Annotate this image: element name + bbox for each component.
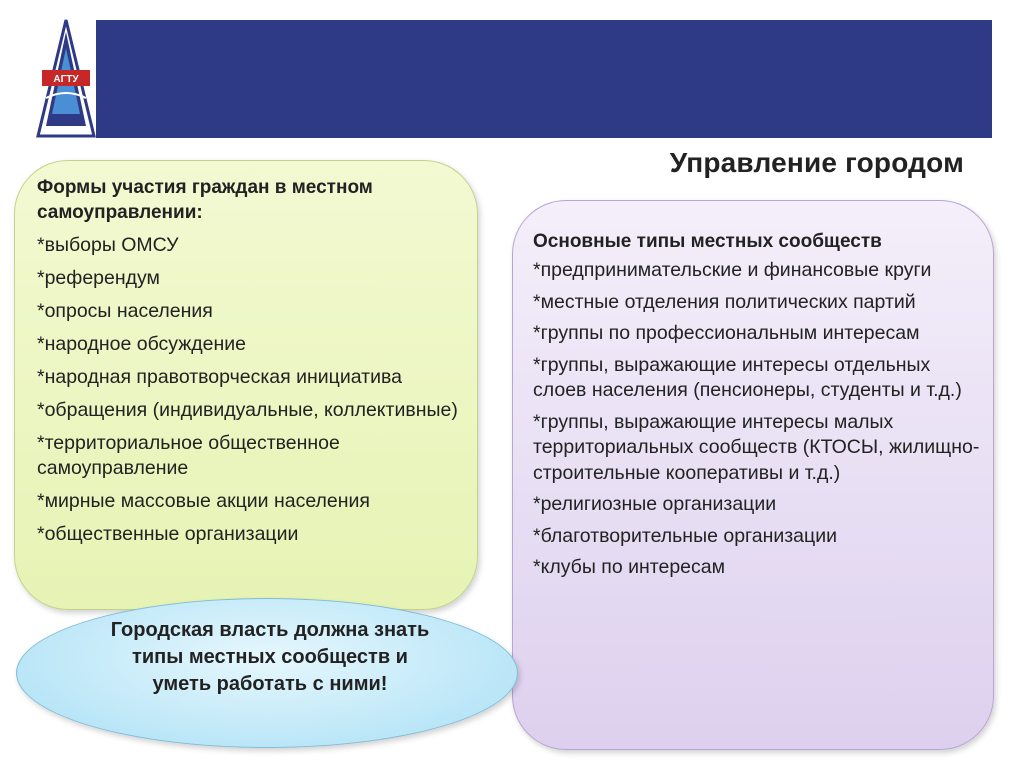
slide-title: Управление городом [669, 147, 964, 178]
list-item: *обращения (индивидуальные, коллективные) [37, 399, 458, 421]
list-item: *местные отделения политических партий [533, 290, 916, 313]
list-item: *клубы по интересам [533, 556, 726, 578]
citizen-participation-heading: Формы участия граждан в местном самоуправлении: [37, 177, 373, 223]
list-item: *религиозные организации [533, 493, 777, 515]
list-item: *предпринимательские и финансовые круги [533, 259, 932, 281]
list-item: *группы, выражающие интересы отдельных слоев населения (пенсионеры, студенты и т.д.) [533, 353, 962, 401]
list-item: *выборы ОМСУ [37, 234, 179, 256]
list-item: *благотворительные организации [533, 524, 837, 547]
list-item: *народная правотворческая инициатива [37, 366, 402, 388]
list-item: *опросы населения [37, 300, 213, 322]
logo [36, 18, 96, 138]
list-item: *территориальное общественное самоуправление [37, 432, 340, 479]
callout-text: Городская власть должна знать типы местных сообществ и уметь работать с ними! [110, 619, 430, 695]
list-item: *группы, выражающие интересы малых территориальных сообществ (КТОСЫ, жилищно-строительные кооперативы и т.д.) [533, 410, 980, 484]
community-types-heading: Основные типы местных сообществ [533, 231, 882, 252]
list-item: *референдум [37, 267, 160, 289]
header-bar [96, 20, 992, 138]
community-types-panel [512, 200, 994, 750]
list-item: *группы по профессиональным интересам [533, 322, 920, 344]
svg-text:АГТУ: АГТУ [53, 74, 79, 85]
citizen-participation-panel [14, 160, 478, 610]
list-item: *общественные организации [37, 523, 299, 545]
list-item: *народное обсуждение [37, 333, 247, 355]
list-item: *мирные массовые акции населения [37, 490, 370, 512]
callout-ellipse [16, 598, 518, 748]
